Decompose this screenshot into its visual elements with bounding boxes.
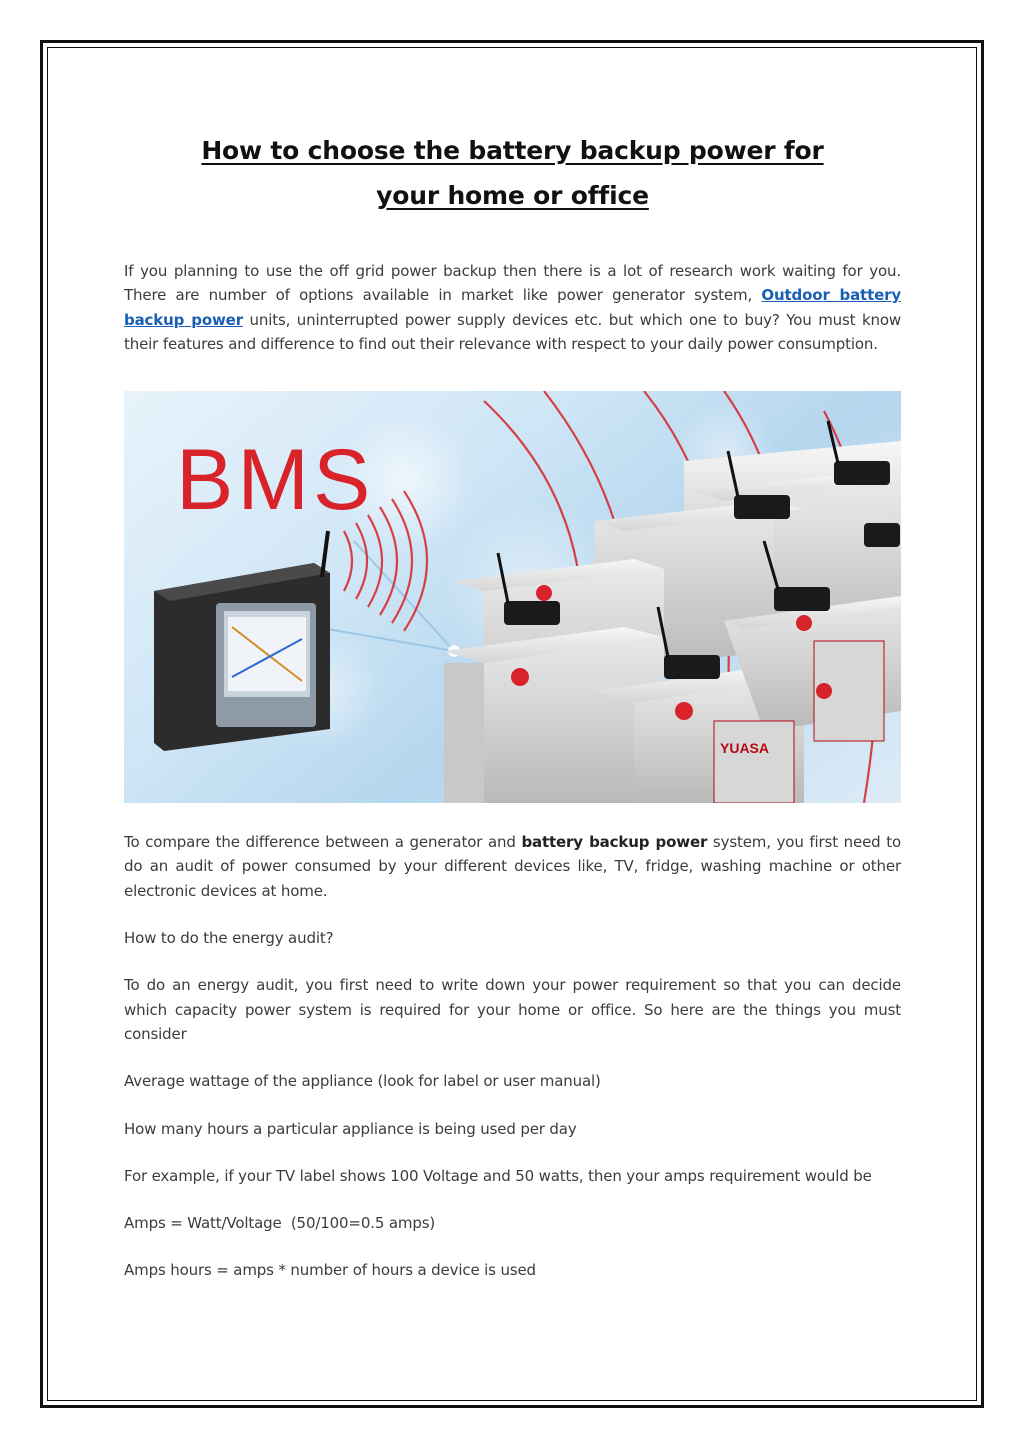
battery-backup-power-bold: battery backup power bbox=[521, 833, 708, 852]
article-content bbox=[124, 128, 901, 1283]
intro-text-start: If you planning to use the off grid power backup then there is a lot of research work waiting for you. There are number of options available in market like power generator system, bbox=[124, 262, 901, 305]
average-wattage-item: Average wattage of the appliance (look for label or user manual) bbox=[124, 1072, 601, 1091]
intro-text-end: units, uninterrupted power supply devices etc. but which one to buy? You must know their features and difference to find out their relevance with respect to your daily power consumption. bbox=[124, 310, 901, 353]
compare-paragraph bbox=[124, 830, 901, 903]
energy-audit-question: How to do the energy audit? bbox=[124, 929, 334, 948]
intro-paragraph bbox=[124, 259, 901, 356]
bms-controller-unit bbox=[154, 531, 330, 751]
amps-formula: Amps = Watt/Voltage (50/100=0.5 amps) bbox=[124, 1214, 436, 1233]
bms-logo-text: BMS bbox=[176, 432, 375, 529]
compare-text-start: To compare the difference between a generator and bbox=[124, 833, 522, 852]
hours-per-day-item: How many hours a particular appliance is being used per day bbox=[124, 1119, 577, 1138]
compare-text-end: system, you first need to do an audit of power consumed by your different devices like, TV, fridge, washing machine or other electronic devices at home. bbox=[124, 833, 901, 900]
amp-hours-formula: Amps hours = amps * number of hours a device is used bbox=[124, 1261, 536, 1280]
outdoor-battery-backup-link[interactable]: Outdoor battery backup power bbox=[124, 286, 901, 329]
battery-array bbox=[444, 421, 901, 803]
energy-audit-paragraph: To do an energy audit, you first need to write down your power requirement so that you can decide which capacity power system is required for your home or office. So here are the things you must consider bbox=[124, 976, 901, 1043]
example-paragraph: For example, if your TV label shows 100 Voltage and 50 watts, then your amps requirement would be bbox=[124, 1166, 872, 1185]
bms-battery-image bbox=[124, 391, 901, 803]
article-title: How to choose the battery backup power for your home or office bbox=[201, 136, 824, 210]
battery-brand-label: YUASA bbox=[720, 740, 770, 757]
